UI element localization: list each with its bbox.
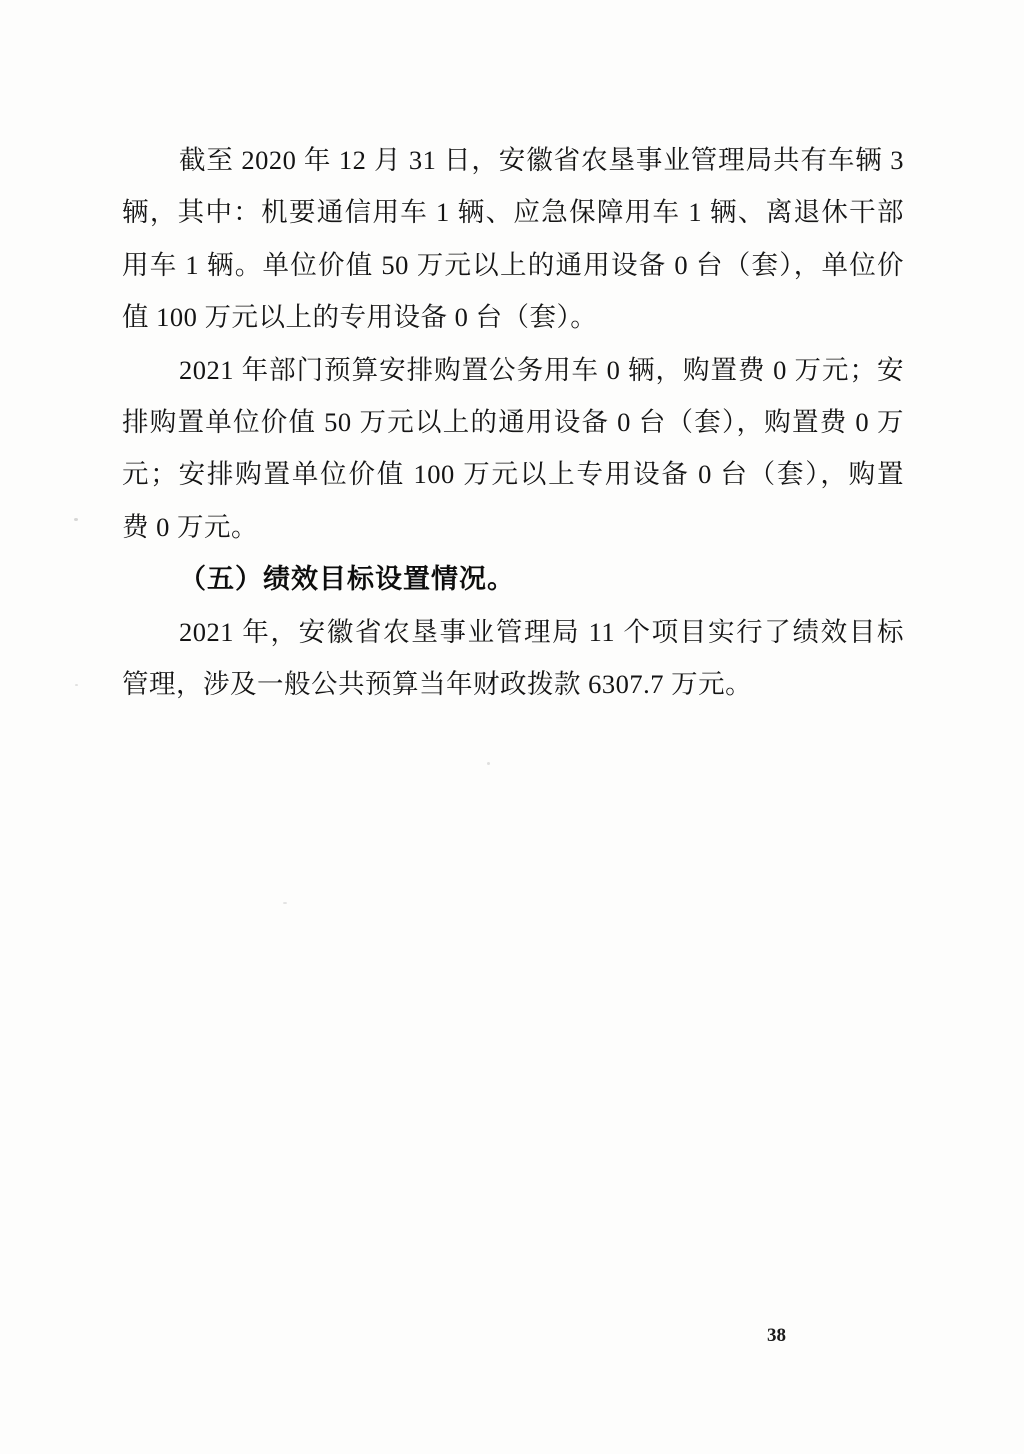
text-line: 排购置单位价值 50 万元以上的通用设备 0 台（套），购置费 0 万 <box>122 407 904 438</box>
text-line: 辆，其中：机要通信用车 1 辆、应急保障用车 1 辆、离退休干部 <box>122 197 904 228</box>
scan-speck <box>487 762 490 765</box>
text-line: 值 100 万元以上的专用设备 0 台（套）。 <box>122 302 598 333</box>
text-line: 2021 年，安徽省农垦事业管理局 11 个项目实行了绩效目标 <box>179 616 904 647</box>
scan-speck <box>75 684 78 686</box>
paragraph-vehicle-assets <box>122 134 904 344</box>
page-number: 38 <box>767 1325 786 1346</box>
text-line: 管理，涉及一般公共预算当年财政拨款 6307.7 万元。 <box>122 669 753 700</box>
scan-speck <box>74 518 78 521</box>
text-line: 元；安排购置单位价值 100 万元以上专用设备 0 台（套），购置 <box>122 459 904 490</box>
scan-speck <box>283 902 287 904</box>
paragraph-performance-targets <box>122 606 904 711</box>
paragraph-2021-budget-purchases <box>122 344 904 554</box>
document-body <box>122 134 904 710</box>
text-line: 2021 年部门预算安排购置公务用车 0 辆，购置费 0 万元；安 <box>179 354 904 385</box>
text-line: 费 0 万元。 <box>122 511 258 542</box>
text-line: 截至 2020 年 12 月 31 日，安徽省农垦事业管理局共有车辆 3 <box>179 145 904 175</box>
section-heading: （五）绩效目标设置情况。 <box>179 564 515 595</box>
text-line: 用车 1 辆。单位价值 50 万元以上的通用设备 0 台（套），单位价 <box>122 249 904 280</box>
